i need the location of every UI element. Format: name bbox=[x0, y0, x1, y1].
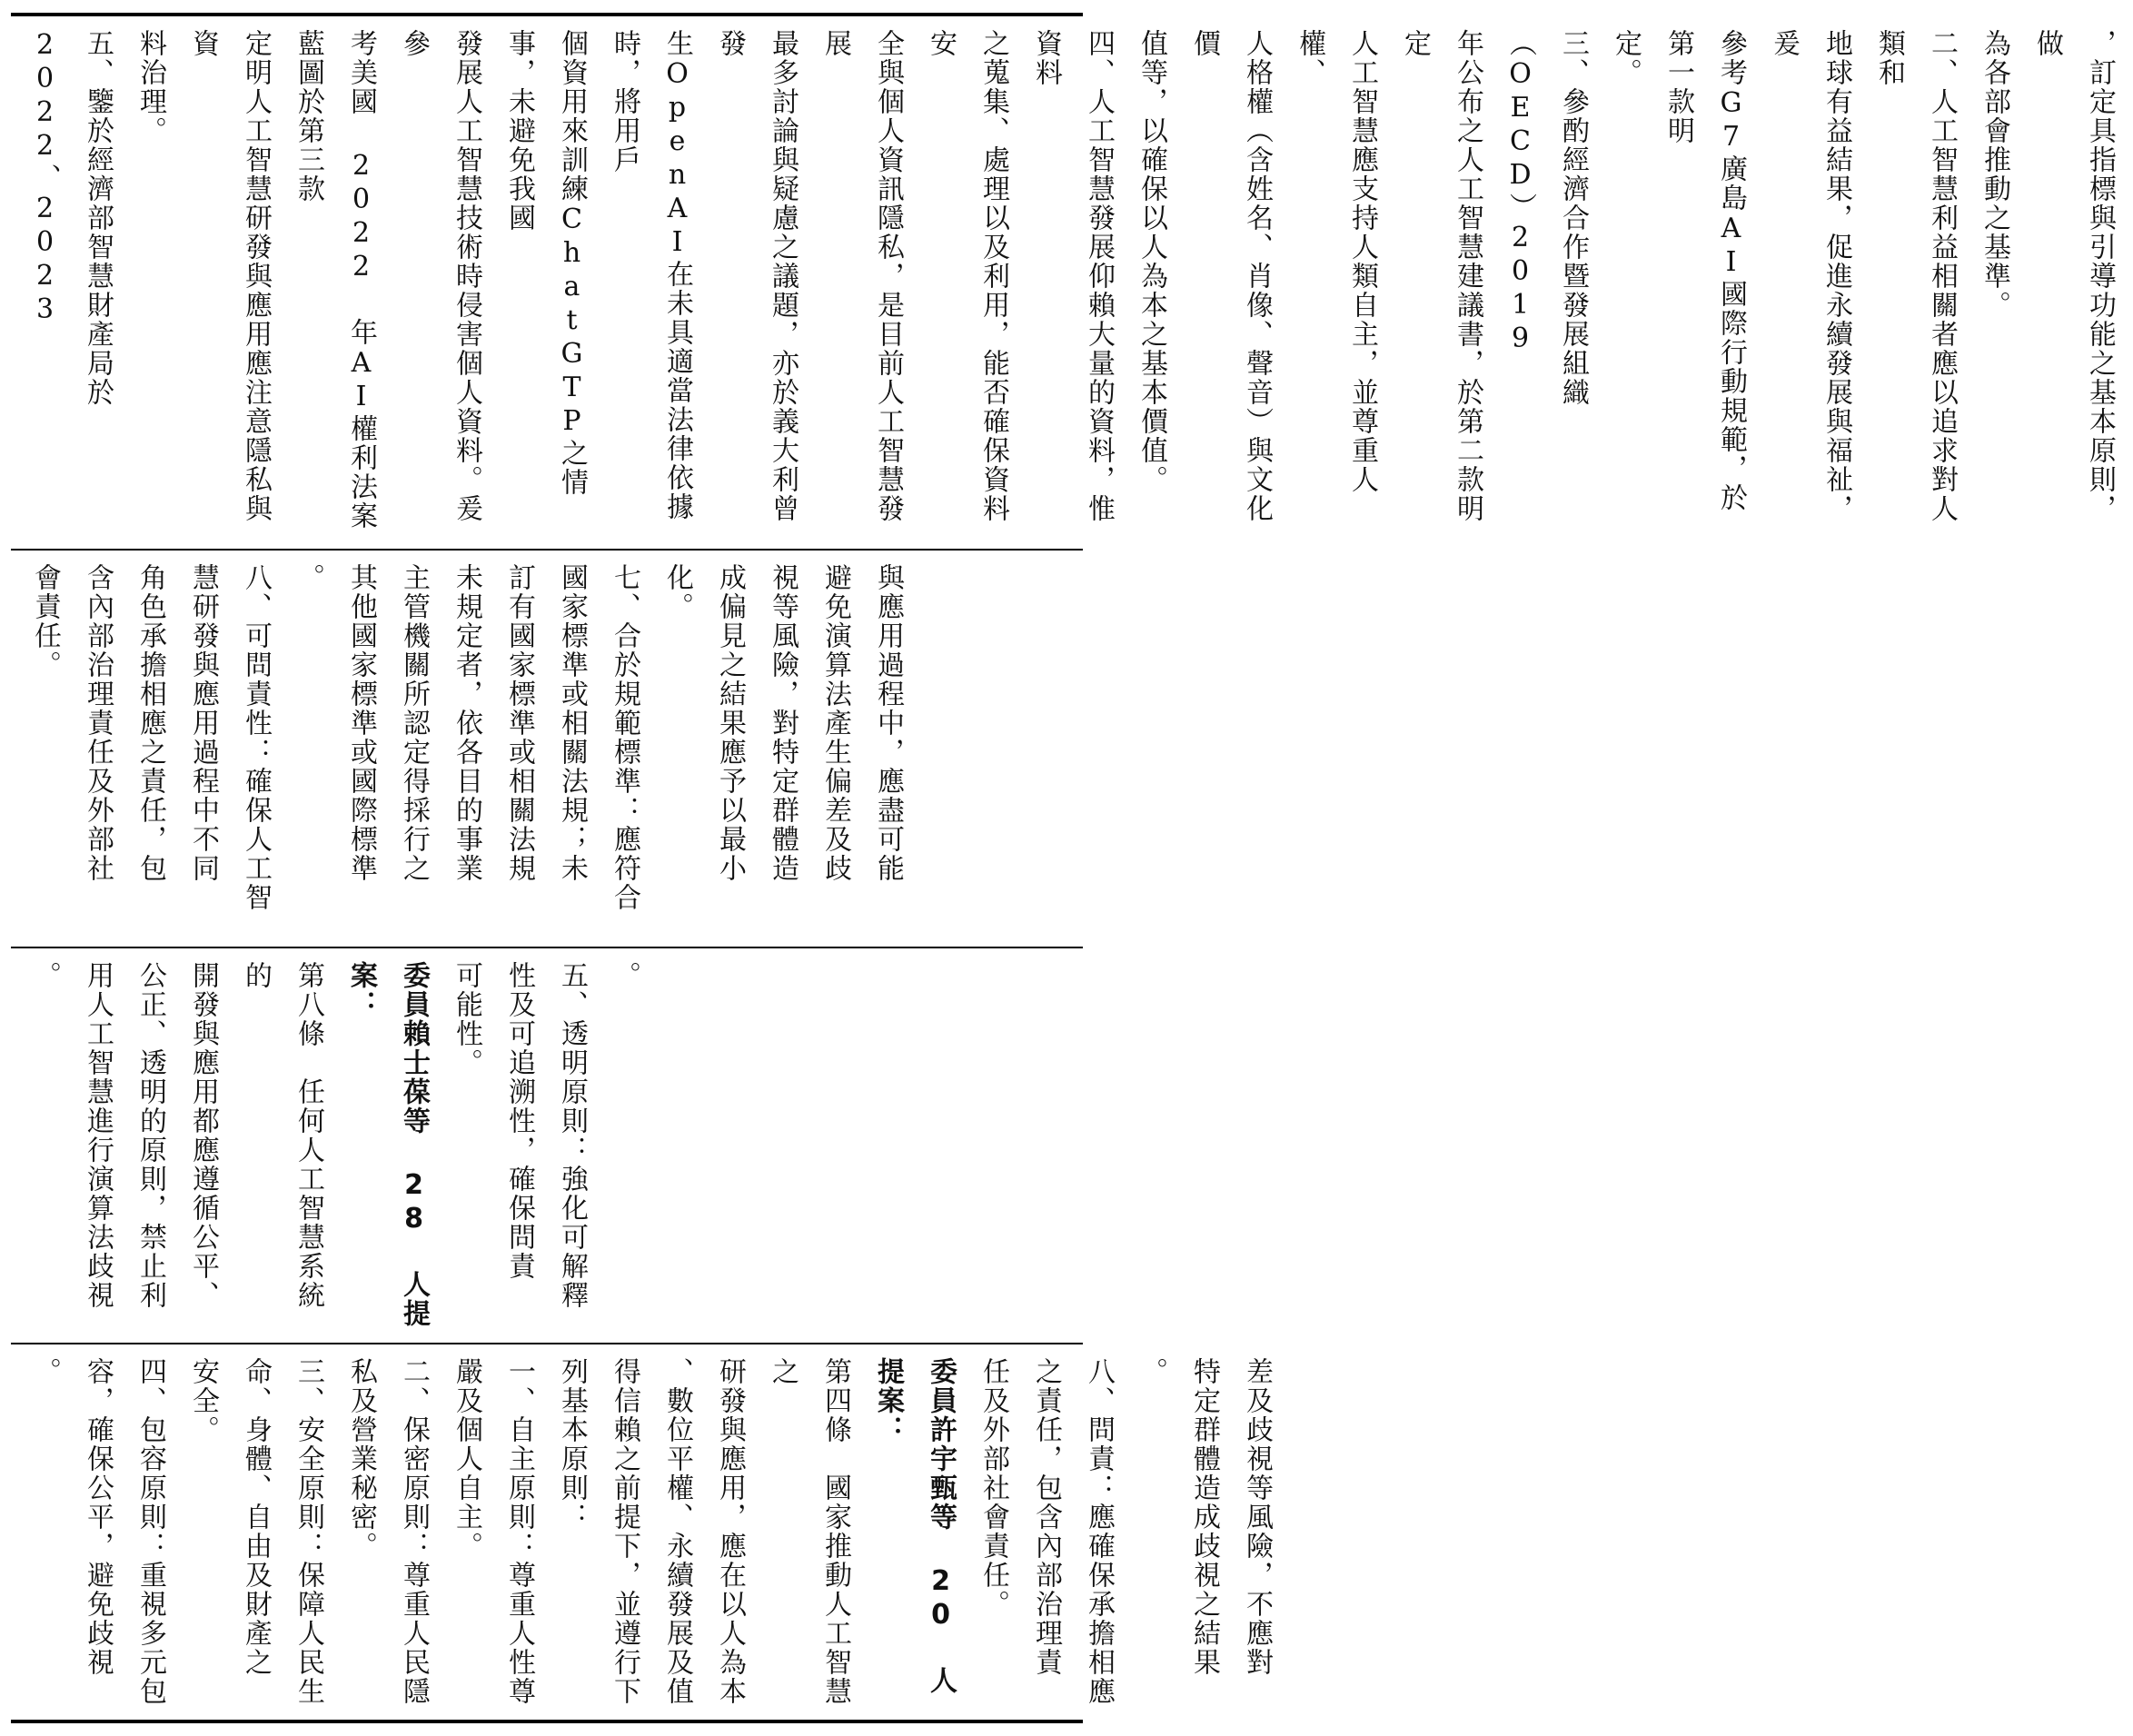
text-line: 地球有益結果，促進永續發展與福祉，爰 bbox=[1768, 29, 1852, 523]
text-line: 未規定者，依各目的事業 bbox=[451, 563, 482, 883]
row-divider-2 bbox=[11, 947, 1083, 948]
text-line: 第八條 任何人工智慧系統的 bbox=[240, 961, 324, 1310]
table-cell-2 bbox=[11, 552, 1083, 945]
text-line: 之責任，包含內部治理責 bbox=[1030, 1357, 1062, 1677]
text-line: 任及外部社會責任。 bbox=[977, 1357, 1009, 1619]
text-line: 五、鑒於經濟部智慧財產局於 2022、2023 bbox=[29, 29, 114, 441]
text-line: 。 bbox=[29, 961, 61, 990]
text-line: 慧研發與應用過程中不同 bbox=[187, 563, 219, 883]
text-line: 角色承擔相應之責任，包 bbox=[134, 563, 166, 883]
text-line: 三、參酌經濟合作暨發展組織（OECD）2019 bbox=[1504, 29, 1589, 407]
text-line: 與應用過程中，應盡可能 bbox=[872, 563, 904, 883]
text-line: 特定群體造成歧視之結果 bbox=[1188, 1357, 1220, 1677]
cell-1-text bbox=[11, 18, 2133, 547]
text-line: 避免演算法產生偏差及歧 bbox=[819, 563, 851, 883]
text-line: 含內部治理責任及外部社 bbox=[82, 563, 114, 883]
text-line: 委員許宇甄等 20 人提案： bbox=[872, 1357, 957, 1695]
text-line: 四、包容原則：重視多元包 bbox=[134, 1357, 166, 1706]
text-line: 。 bbox=[609, 961, 640, 990]
text-line: 定明人工智慧研發與應用應注意隱私與資 bbox=[187, 29, 272, 523]
text-line: 視等風險，對特定群體造 bbox=[767, 563, 799, 883]
table-cell-1 bbox=[11, 18, 2116, 547]
text-line: 二、人工智慧利益相關者應以追求對人類和 bbox=[1873, 29, 1958, 523]
text-line: 開發與應用都應遵循公平、 bbox=[187, 961, 219, 1310]
text-line: 私及營業秘密。 bbox=[345, 1357, 377, 1561]
text-line: 國家標準或相關法規；未 bbox=[556, 563, 588, 883]
text-line: 。 bbox=[293, 563, 324, 592]
text-line: 其他國家標準或國際標準 bbox=[345, 563, 377, 883]
text-line: 委員賴士葆等 28 人提案： bbox=[345, 961, 430, 1328]
text-line: 五、透明原則：強化可解釋 bbox=[556, 961, 588, 1310]
bottom-rule bbox=[11, 1720, 1083, 1723]
cell-4-text bbox=[11, 1346, 1290, 1717]
text-line: 會責任。 bbox=[29, 563, 61, 680]
cell-3-text bbox=[11, 950, 658, 1341]
text-line: 之蒐集、處理以及利用，能否確保資料安 bbox=[925, 29, 1009, 523]
text-line: 八、問責：應確保承擔相應 bbox=[1083, 1357, 1115, 1706]
text-line: 列基本原則： bbox=[556, 1357, 588, 1532]
text-line: 研發與應用，應在以人為本 bbox=[714, 1357, 746, 1706]
text-line: 為各部會推動之基準。 bbox=[1979, 29, 2010, 320]
text-line: 、數位平權、永續發展及值 bbox=[661, 1357, 693, 1706]
text-line: 安全。 bbox=[187, 1357, 219, 1444]
text-line: 第四條 國家推動人工智慧之 bbox=[767, 1357, 851, 1706]
text-line: 得信賴之前提下，並遵行下 bbox=[609, 1357, 640, 1706]
text-line: 定。 bbox=[1610, 29, 1642, 87]
text-line: 三、安全原則：保障人民生 bbox=[293, 1357, 324, 1706]
text-line: ，訂定具指標與引導功能之基本原則，做 bbox=[2031, 29, 2116, 523]
text-line: 命、身體、自由及財產之 bbox=[240, 1357, 272, 1677]
text-line: 四、人工智慧發展仰賴大量的資料，惟資料 bbox=[1030, 29, 1115, 523]
text-line: 性及可追溯性，確保問責 bbox=[503, 961, 535, 1281]
text-line: 二、保密原則：尊重人民隱 bbox=[398, 1357, 430, 1706]
text-line: 一、自主原則：尊重人性尊 bbox=[503, 1357, 535, 1706]
text-line: 人工智慧應支持人類自主，並尊重人權、 bbox=[1294, 29, 1378, 494]
text-line: 公正、透明的原則，禁止利 bbox=[134, 961, 166, 1310]
text-line: 八、可問責性：確保人工智 bbox=[240, 563, 272, 912]
text-line: 成偏見之結果應予以最小 bbox=[714, 563, 746, 883]
text-line: 用人工智慧進行演算法歧視 bbox=[82, 961, 114, 1310]
text-line: 考美國 2022 年AI權利法案藍圖於第三款 bbox=[293, 29, 377, 531]
text-line: 發展人工智慧技術時侵害個人資料。爰參 bbox=[398, 29, 482, 523]
text-line: 參考G7廣島AI國際行動規範，於第一款明 bbox=[1662, 29, 1747, 512]
cell-2-text bbox=[11, 552, 921, 945]
text-line: 主管機關所認定得採行之 bbox=[398, 563, 430, 883]
text-line: 全與個人資訊隱私，是目前人工智慧發展 bbox=[819, 29, 904, 523]
text-line: 最多討論與疑慮之議題，亦於義大利曾發 bbox=[714, 29, 799, 523]
row-divider-1 bbox=[11, 549, 1083, 551]
text-line: 。 bbox=[1136, 1357, 1167, 1386]
text-line: 值等，以確保以人為本之基本價值。 bbox=[1136, 29, 1167, 494]
table-cell-4 bbox=[11, 1346, 1273, 1717]
text-line: 生OpenAI在未具適當法律依據時，將用戶 bbox=[609, 29, 693, 521]
top-rule bbox=[11, 13, 1083, 16]
text-line: 化。 bbox=[661, 563, 693, 621]
text-line: 個資用來訓練ChatGTP之情事，未避免我國 bbox=[503, 29, 588, 497]
text-line: 七、合於規範標準：應符合 bbox=[609, 563, 640, 912]
text-line: 。 bbox=[29, 1357, 61, 1386]
text-line: 訂有國家標準或相關法規 bbox=[503, 563, 535, 883]
text-line: 人格權（含姓名、肖像、聲音）與文化價 bbox=[1188, 29, 1273, 523]
table-cell-3 bbox=[11, 950, 1083, 1341]
text-line: 可能性。 bbox=[451, 961, 482, 1077]
text-line: 差及歧視等風險，不應對 bbox=[1241, 1357, 1273, 1677]
text-line: 年公布之人工智慧建議書，於第二款明定 bbox=[1399, 29, 1483, 523]
row-divider-3 bbox=[11, 1343, 1083, 1344]
text-line: 嚴及個人自主。 bbox=[451, 1357, 482, 1561]
text-line: 料治理。 bbox=[134, 29, 166, 145]
text-line: 容，確保公平，避免歧視 bbox=[82, 1357, 114, 1677]
